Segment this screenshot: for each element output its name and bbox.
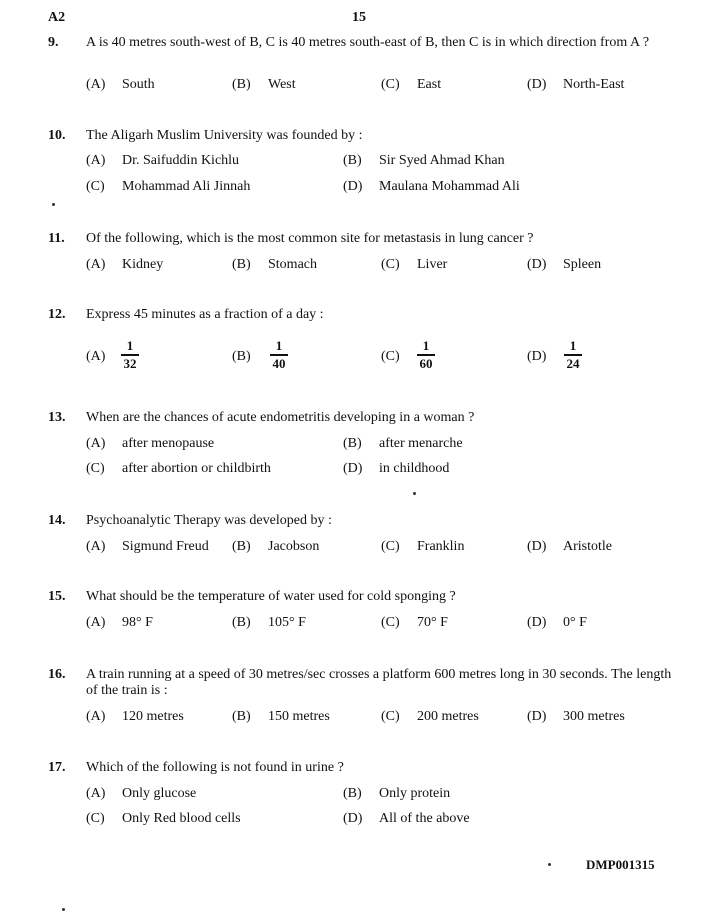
option-label: (D) [527, 539, 547, 554]
option-label: (A) [86, 709, 106, 724]
option-d[interactable] [527, 709, 625, 725]
option-text: Spleen [563, 257, 602, 272]
question-text: What should be the temperature of water used for cold sponging ? [86, 589, 456, 604]
option-b[interactable] [343, 436, 463, 452]
option-b[interactable] [343, 786, 450, 802]
option-label: (B) [232, 257, 251, 272]
option-label: (C) [381, 77, 400, 92]
question-number: 17. [48, 760, 66, 775]
option-c[interactable] [381, 539, 464, 555]
option-text: after menopause [122, 436, 215, 451]
option-a[interactable] [86, 77, 155, 93]
option-c-label: (C) [381, 349, 400, 364]
option-c[interactable] [381, 709, 479, 725]
question-number: 12. [48, 307, 66, 322]
option-text: 105° F [268, 615, 306, 630]
option-a-label: (A) [86, 349, 106, 364]
question-text: Of the following, which is the most common site for metastasis in lung cancer ? [86, 231, 534, 246]
option-label: (A) [86, 786, 106, 801]
option-text: North-East [563, 77, 625, 92]
option-d[interactable] [527, 77, 624, 93]
option-label: (B) [232, 77, 251, 92]
stray-mark [62, 908, 65, 911]
option-text: Kidney [122, 257, 164, 272]
set-label: A2 [48, 10, 66, 25]
question-number: 10. [48, 128, 66, 143]
question-text: Express 45 minutes as a fraction of a day : [86, 307, 324, 322]
page-number: 15 [352, 10, 366, 25]
option-b[interactable] [343, 153, 505, 169]
option-text: Only Red blood cells [122, 811, 241, 826]
option-c[interactable] [86, 179, 250, 195]
option-text: 200 metres [417, 709, 479, 724]
option-d[interactable] [527, 615, 587, 631]
question-text: When are the chances of acute endometritis developing in a woman ? [86, 410, 475, 425]
option-text: Sir Syed Ahmad Khan [379, 153, 505, 168]
option-text: West [268, 77, 296, 92]
option-label: (D) [527, 709, 547, 724]
option-d[interactable] [527, 539, 612, 555]
option-text: after menarche [379, 436, 463, 451]
option-d[interactable] [343, 461, 449, 477]
question-text: A is 40 metres south-west of B, C is 40 metres south-east of B, then C is in which direction from A ? [86, 35, 650, 50]
option-b[interactable] [232, 539, 319, 555]
fraction-numerator: 1 [569, 338, 577, 353]
question-text: A train running at a speed of 30 metres/sec crosses a platform 600 metres long in 30 seconds. The length of the train is : [86, 667, 672, 698]
option-label: (B) [343, 786, 362, 801]
fraction-numerator: 1 [126, 338, 134, 353]
option-text: Stomach [268, 257, 317, 272]
fraction-numerator: 1 [422, 338, 430, 353]
option-b[interactable] [232, 709, 330, 725]
option-label: (B) [232, 615, 251, 630]
option-text: Only glucose [122, 786, 197, 801]
option-text: 120 metres [122, 709, 184, 724]
stray-mark [52, 203, 55, 206]
fraction-denominator: 24 [566, 355, 580, 371]
question-number: 9. [48, 35, 59, 50]
option-c[interactable] [381, 77, 441, 93]
option-d[interactable] [343, 811, 470, 827]
option-text: Sigmund Freud [122, 539, 209, 554]
option-label: (D) [527, 257, 547, 272]
option-text: East [417, 77, 442, 92]
option-text: after abortion or childbirth [122, 461, 271, 476]
option-c[interactable] [86, 461, 271, 477]
option-label: (D) [343, 461, 363, 476]
fraction-denominator: 32 [123, 355, 137, 371]
option-label: (D) [343, 179, 363, 194]
option-c[interactable] [417, 339, 435, 371]
fraction-denominator: 40 [272, 355, 286, 371]
option-text: Aristotle [563, 539, 612, 554]
option-label: (D) [527, 77, 547, 92]
option-label: (C) [86, 179, 105, 194]
option-label: (D) [527, 615, 547, 630]
option-label: (C) [381, 257, 400, 272]
option-a[interactable] [121, 339, 139, 371]
option-label: (C) [86, 811, 105, 826]
fraction-numerator: 1 [275, 338, 283, 353]
option-text: 98° F [122, 615, 153, 630]
question-text: Which of the following is not found in urine ? [86, 760, 344, 775]
option-a[interactable] [86, 615, 153, 631]
document-code: DMP001315 [586, 857, 655, 872]
option-text: Dr. Saifuddin Kichlu [122, 153, 240, 168]
option-a[interactable] [86, 436, 214, 452]
option-b[interactable] [232, 77, 296, 93]
question-text: Psychoanalytic Therapy was developed by : [86, 513, 332, 528]
option-text: Franklin [417, 539, 465, 554]
option-label: (A) [86, 539, 106, 554]
option-label: (A) [86, 436, 106, 451]
option-text: in childhood [379, 461, 450, 476]
option-a[interactable] [86, 539, 209, 555]
option-a[interactable] [86, 153, 239, 169]
option-label: (D) [343, 811, 363, 826]
option-label: (B) [343, 436, 362, 451]
stray-mark [413, 492, 416, 495]
question-number: 16. [48, 667, 66, 682]
option-c[interactable] [381, 615, 448, 631]
question-number: 14. [48, 513, 66, 528]
option-text: Mohammad Ali Jinnah [122, 179, 251, 194]
option-label: (B) [232, 539, 251, 554]
option-label: (C) [381, 709, 400, 724]
question-text: The Aligarh Muslim University was founded by : [86, 128, 363, 143]
option-a[interactable] [86, 786, 196, 802]
option-text: 300 metres [563, 709, 625, 724]
fraction-denominator: 60 [419, 355, 433, 371]
question-number: 11. [48, 231, 65, 246]
option-b[interactable] [232, 615, 306, 631]
question-number: 13. [48, 410, 66, 425]
option-c[interactable] [86, 811, 241, 827]
option-label: (C) [381, 615, 400, 630]
option-b[interactable] [270, 339, 288, 371]
option-d[interactable] [343, 179, 520, 195]
option-label: (A) [86, 77, 106, 92]
option-text: Only protein [379, 786, 451, 801]
option-text: 0° F [563, 615, 587, 630]
option-text: 150 metres [268, 709, 330, 724]
option-text: Liver [417, 257, 448, 272]
option-a[interactable] [86, 709, 184, 725]
option-text: South [122, 77, 155, 92]
option-text: Maulana Mohammad Ali [379, 179, 520, 194]
option-d-label: (D) [527, 349, 547, 364]
option-d[interactable] [527, 257, 601, 273]
question-number: 15. [48, 589, 66, 604]
option-c[interactable] [381, 257, 447, 273]
option-text: All of the above [379, 811, 470, 826]
option-a[interactable] [86, 257, 163, 273]
option-label: (B) [232, 709, 251, 724]
option-label: (C) [86, 461, 105, 476]
option-label: (A) [86, 257, 106, 272]
option-label: (B) [343, 153, 362, 168]
option-d[interactable] [564, 339, 582, 371]
option-text: 70° F [417, 615, 448, 630]
option-b-label: (B) [232, 349, 251, 364]
option-label: (A) [86, 153, 106, 168]
option-label: (C) [381, 539, 400, 554]
stray-mark [548, 863, 551, 866]
option-b[interactable] [232, 257, 317, 273]
option-label: (A) [86, 615, 106, 630]
option-text: Jacobson [268, 539, 320, 554]
